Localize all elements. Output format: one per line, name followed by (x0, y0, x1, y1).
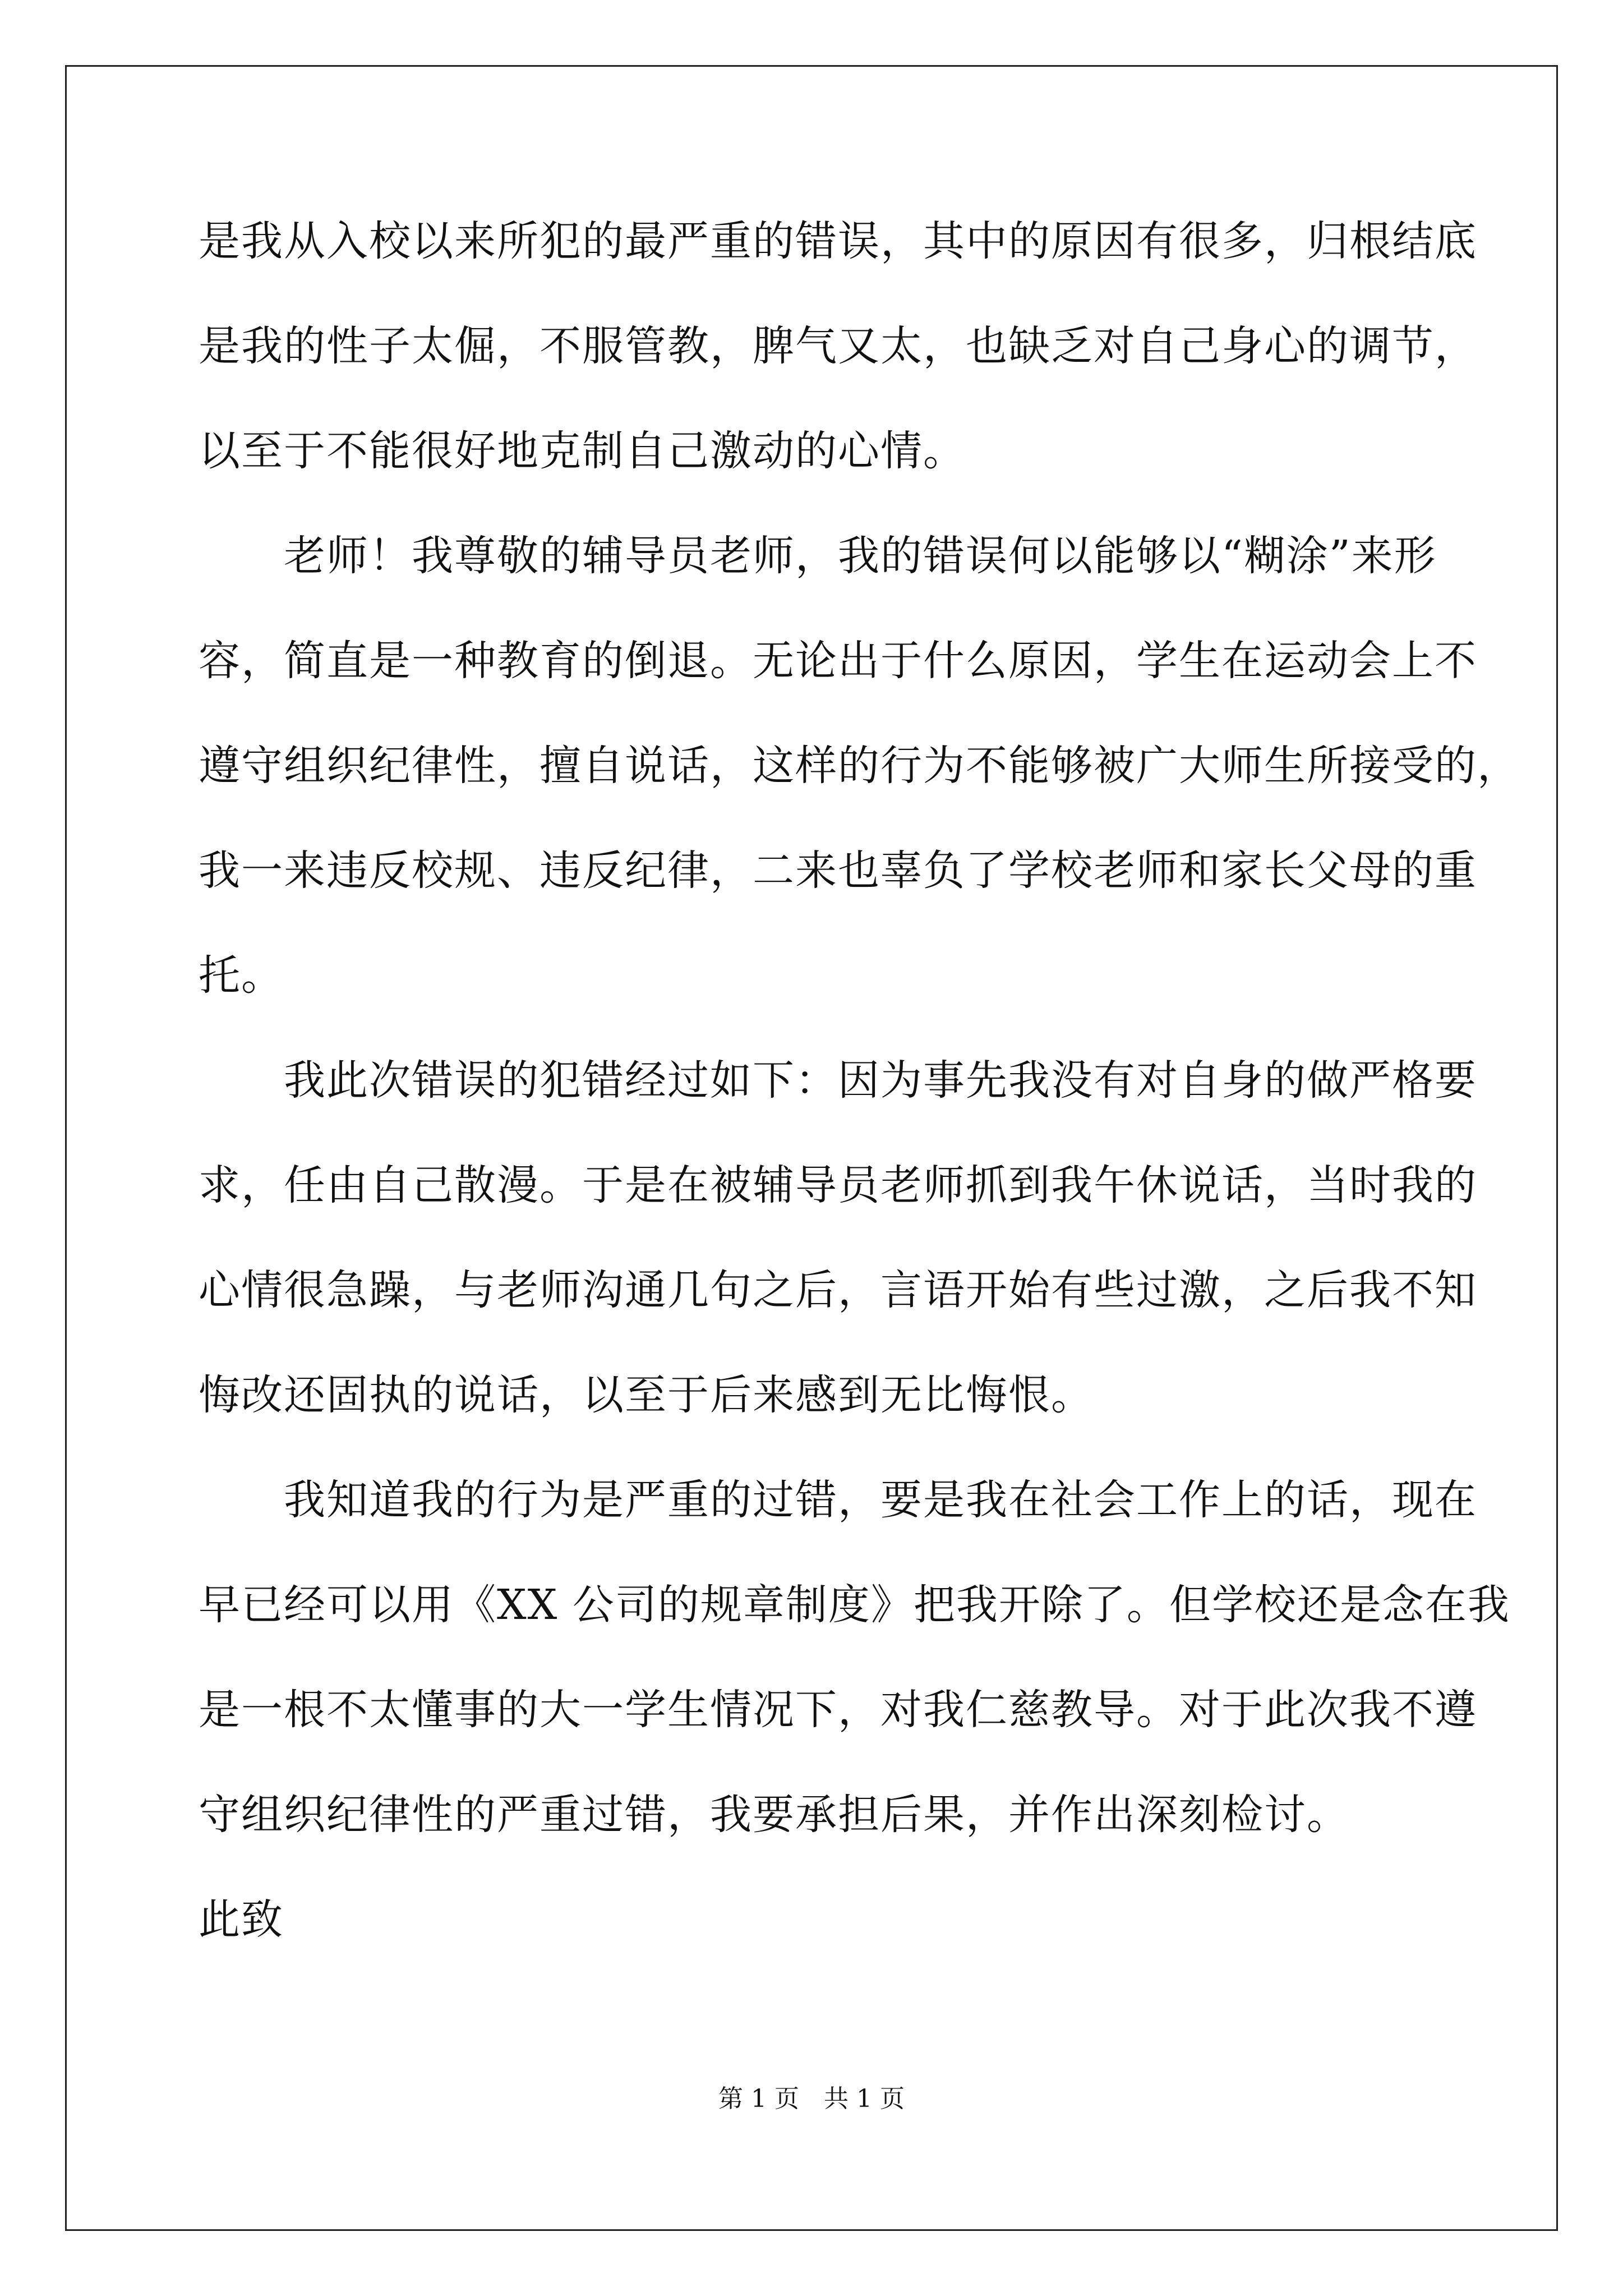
text-line: 守组织纪律性的严重过错，我要承担后果，并作出深刻检讨。 (199, 1791, 1349, 1839)
text-line: 我知道我的行为是严重的过错，要是我在社会工作上的话，现在 (199, 1476, 1477, 1524)
text-line: 悔改还固执的说话，以至于后来感到无比悔恨。 (199, 1371, 1094, 1419)
text-line: 早已经可以用《XX 公司的规章制度》把我开除了。但学校还是念在我 (199, 1581, 1510, 1629)
text-line: 求，任由自己散漫。于是在被辅导员老师抓到我午休说话，当时我的 (199, 1161, 1477, 1209)
page-number-footer: 第 1 页 共 1 页 (718, 2085, 905, 2113)
text-line: 心情很急躁，与老师沟通几句之后，言语开始有些过激，之后我不知 (199, 1266, 1477, 1314)
text-line: 是我的性子太倔，不服管教，脾气又太，也缺乏对自己身心的调节， (199, 322, 1477, 370)
text-line: 遵守组织纪律性，擅自说话，这样的行为不能够被广大师生所接受的， (199, 742, 1520, 790)
text-line: 老师！我尊敬的辅导员老师，我的错误何以能够以“糊涂”来形 (199, 532, 1437, 580)
text-line: 我一来违反校规、违反纪律，二来也辜负了学校老师和家长父母的重 (199, 846, 1477, 895)
text-line: 我此次错误的犯错经过如下：因为事先我没有对自身的做严格要 (199, 1056, 1477, 1105)
text-line: 以至于不能很好地克制自己激动的心情。 (199, 427, 966, 475)
text-line: 是我从入校以来所犯的最严重的错误，其中的原因有很多，归根结底 (199, 217, 1477, 265)
document-body (199, 213, 1520, 1996)
closing-salutation: 此致 (199, 1895, 284, 1944)
text-line: 托。 (199, 951, 284, 1000)
text-line: 容，简直是一种教育的倒退。无论出于什么原因，学生在运动会上不 (199, 637, 1477, 685)
text-line: 是一根不太懂事的大一学生情况下，对我仁慈教导。对于此次我不遵 (199, 1686, 1477, 1734)
